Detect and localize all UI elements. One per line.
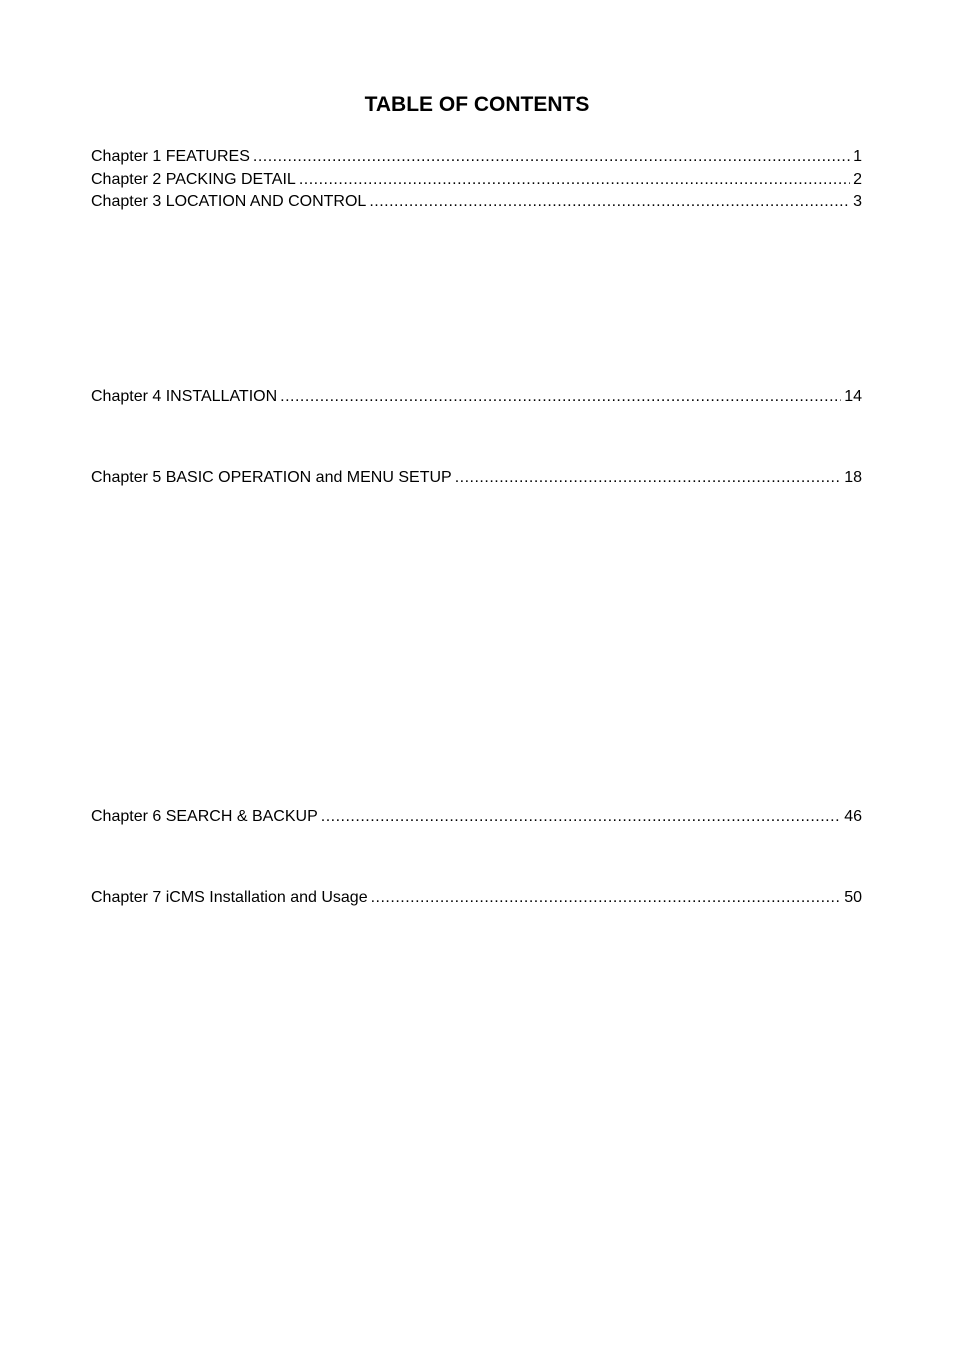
toc-page-number: 3 [853, 193, 862, 210]
toc-entry-label: Chapter 2 PACKING DETAIL [91, 171, 296, 188]
toc-entry-label: Chapter 7 iCMS Installation and Usage [91, 889, 368, 906]
toc-entry-chapter-2[interactable] [91, 169, 862, 191]
toc-entry-chapter-6[interactable] [91, 806, 862, 828]
toc-page-number: 46 [844, 808, 862, 825]
toc-entry-chapter-4[interactable] [91, 386, 862, 408]
toc-page-number: 14 [844, 388, 862, 405]
toc-dot-leader [455, 467, 842, 489]
toc-page-number: 50 [844, 889, 862, 906]
toc-dot-leader [369, 191, 850, 213]
toc-entry-label: Chapter 5 BASIC OPERATION and MENU SETUP [91, 469, 452, 486]
toc-entry-label: Chapter 4 INSTALLATION [91, 388, 278, 405]
toc-page-number: 1 [853, 148, 862, 165]
toc-entry-chapter-3[interactable] [91, 191, 862, 213]
toc-dot-leader [371, 887, 842, 909]
toc-entry-chapter-5[interactable] [91, 467, 862, 489]
toc-page-number: 18 [844, 469, 862, 486]
toc-dot-leader [280, 386, 841, 408]
page-title: TABLE OF CONTENTS [364, 93, 590, 116]
toc-entry-label: Chapter 6 SEARCH & BACKUP [91, 808, 318, 825]
toc-dot-leader [253, 146, 850, 168]
toc-entry-chapter-1[interactable] [91, 146, 862, 168]
toc-dot-leader [321, 806, 841, 828]
toc-dot-leader [299, 169, 850, 191]
toc-entry-label: Chapter 1 FEATURES [91, 148, 250, 165]
toc-entry-chapter-7[interactable] [91, 887, 862, 909]
toc-page-number: 2 [853, 171, 862, 188]
toc-entry-label: Chapter 3 LOCATION AND CONTROL [91, 193, 367, 210]
